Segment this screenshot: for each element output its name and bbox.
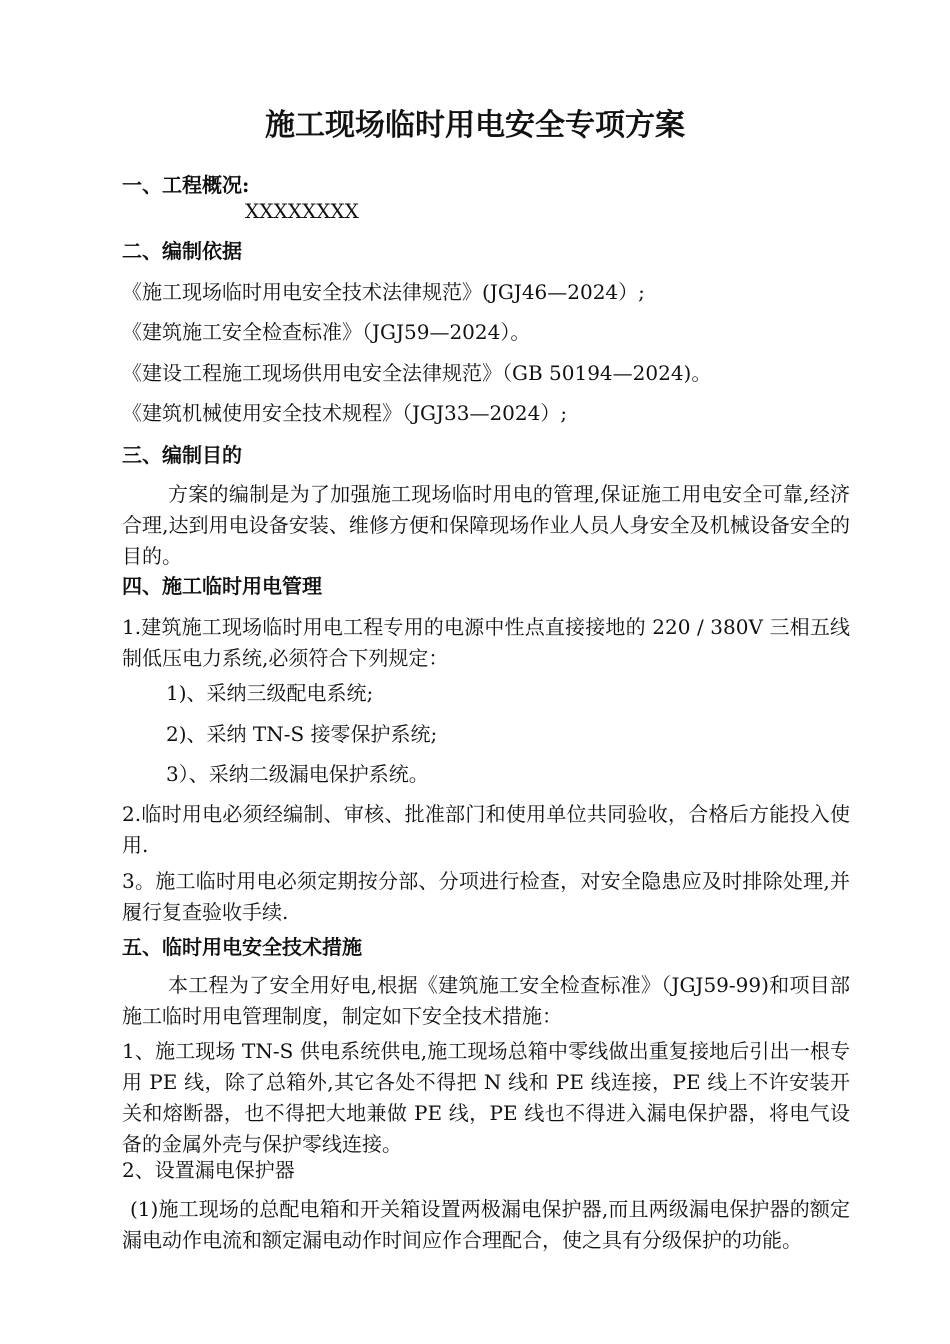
purpose-paragraph: 方案的编制是为了加强施工现场临时用电的管理,保证施工用电安全可靠,经济合理,达到用电设备安装、维修方便和保障现场作业人员人身安全及机械设备安全的目的。 [122,482,850,568]
section-heading-purpose: 三、编制目的 [122,443,242,467]
reference-item: 《施工现场临时用电安全技术法律规范》(JGJ46—2024）; [122,280,645,304]
management-paragraph-2: 2.临时用电必须经编制、审核、批准部门和使用单位共同验收，合格后方能投入使用. [122,802,850,857]
measures-intro: 本工程为了安全用好电,根据《建筑施工安全检查标准》（JGJ59-99)和项目部施工临时用电管理制度，制定如下安全技术措施： [122,973,850,1028]
reference-item: 《建设工程施工现场供用电安全法律规范》（GB 50194—2024)。 [122,361,712,385]
management-list-item: 2)、采纳 TN-S 接零保护系统; [166,722,438,746]
section-heading-overview: 一、工程概况: [122,173,250,197]
reference-item: 《建筑施工安全检查标准》（JGJ59—2024）。 [122,320,531,344]
measure-2-heading: 2、设置漏电保护器 [122,1158,295,1182]
management-list-item: 3）、采纳二级漏电保护系统。 [166,762,429,786]
section-heading-management: 四、施工临时用电管理 [122,574,322,598]
measure-1: 1、施工现场 TN-S 供电系统供电,施工现场总箱中零线做出重复接地后引出一根专用 PE 线，除了总箱外,其它各处不得把 N 线和 PE 线连接，PE 线上不许安装开关和熔断器，也不得把大地兼做 PE 线，PE 线也不得进入漏电保护器，将电气设备的金属外壳与保护零线连接。 [122,1039,850,1156]
section-heading-basis: 二、编制依据 [122,239,242,263]
project-name: XXXXXXXX [245,199,359,223]
measure-2-item-1: (1)施工现场的总配电箱和开关箱设置两极漏电保护器,而且两级漏电保护器的额定漏电动作电流和额定漏电动作时间应作合理配合，使之具有分级保护的功能。 [122,1197,850,1252]
management-paragraph-3: 3。施工临时用电必须定期按分部、分项进行检查，对安全隐患应及时排除处理,并履行复查验收手续. [122,869,850,924]
section-heading-measures: 五、临时用电安全技术措施 [122,935,362,959]
document-title: 施工现场临时用电安全专项方案 [265,108,685,143]
management-paragraph-1: 1.建筑施工现场临时用电工程专用的电源中性点直接接地的 220 / 380V 三相五线制低压电力系统,必须符合下列规定： [122,615,850,670]
management-list-item: 1)、采纳三级配电系统; [166,681,374,705]
reference-item: 《建筑机械使用安全技术规程》（JGJ33—2024）; [122,401,568,425]
